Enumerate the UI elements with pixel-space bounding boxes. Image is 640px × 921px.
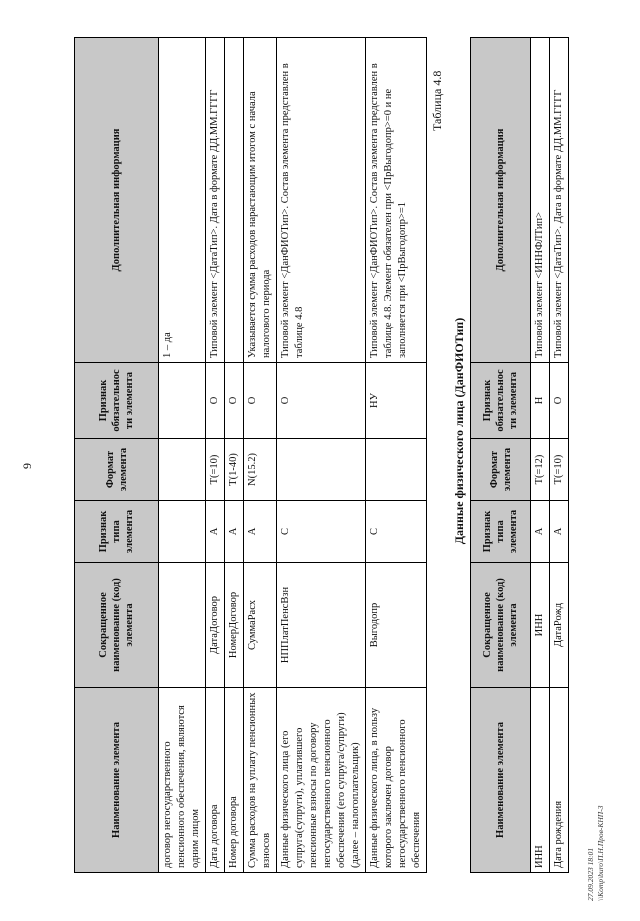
table-row — [244, 38, 277, 873]
cell-info: Типовой элемент <ДанФИОТип>. Состав элемента представлен в таблице 4.8 — [277, 38, 366, 363]
cell-code: ДатаДоговор — [206, 563, 225, 688]
cell-info: Типовой элемент <ДатаТип>. Дата в формате ДД.ММ.ГГГГ — [206, 38, 225, 363]
table-title: Данные физического лица (ДанФИОТип) — [452, 317, 466, 545]
cell-required: Н — [531, 363, 550, 439]
table-row — [366, 38, 427, 873]
table-4-8 — [470, 37, 569, 873]
cell-required: НУ — [366, 363, 427, 439]
cell-type: С — [277, 501, 366, 563]
cell-format — [366, 439, 427, 501]
table-row — [550, 38, 569, 873]
cell-info: Типовой элемент <ИННФЛТип> — [531, 38, 550, 363]
table-row — [225, 38, 244, 873]
cell-code: ДатаРожд — [550, 563, 569, 688]
cell-info: Типовой элемент <ДанФИОТип>. Состав элемента представлен в таблице 4.8. Элемент обязателен при <ПрВыгодопр>=0 и не заполняется при <ПрВыгодопр>=1 — [366, 38, 427, 363]
table-row — [206, 38, 225, 873]
cell-required: О — [206, 363, 225, 439]
cell-type — [159, 501, 206, 563]
cell-required: О — [225, 363, 244, 439]
col-header-info: Дополнительная информация — [471, 38, 531, 363]
col-header-info: Дополнительная информация — [75, 38, 159, 363]
cell-info: Указывается сумма расходов нарастающим итогом с начала налогового периода — [244, 38, 277, 363]
cell-code: НППлатПенсВзн — [277, 563, 366, 688]
cell-code — [159, 563, 206, 688]
cell-required: О — [550, 363, 569, 439]
cell-required: О — [277, 363, 366, 439]
cell-name: Данные физического лица (его супруга(супруги), уплатившего пенсионные взносы по договору негосударственного пенсионного обеспечения (его супруга/супруги) (далее – налогоплательщик) — [277, 688, 366, 873]
main-table — [74, 37, 427, 873]
cell-type: А — [244, 501, 277, 563]
table-caption: Таблица 4.8 — [430, 70, 444, 131]
col-header-format: Формат элемента — [75, 439, 159, 501]
col-header-required: Признак обязательности элемента — [75, 363, 159, 439]
table-row — [531, 38, 550, 873]
table-row — [159, 38, 206, 873]
footer-timestamp: 27.09.2023 18:01 — [586, 847, 595, 901]
cell-code: СуммаРасх — [244, 563, 277, 688]
cell-name: Номер договора — [225, 688, 244, 873]
cell-code: ИНН — [531, 563, 550, 688]
cell-info: 1 – да — [159, 38, 206, 363]
col-header-name: Наименование элемента — [75, 688, 159, 873]
table-row — [277, 38, 366, 873]
cell-type: А — [225, 501, 244, 563]
cell-name: договор негосударственного пенсионного обеспечения, являются одним лицом — [159, 688, 206, 873]
cell-format: T(=12) — [531, 439, 550, 501]
col-header-code: Сокращенное наименование (код) элемента — [75, 563, 159, 688]
cell-name: Сумма расходов на уплату пенсионных взносов — [244, 688, 277, 873]
col-header-type: Признак типа элемента — [471, 501, 531, 563]
cell-format — [159, 439, 206, 501]
cell-code: Выгодопр — [366, 563, 427, 688]
cell-type: А — [531, 501, 550, 563]
col-header-format: Формат элемента — [471, 439, 531, 501]
cell-name: ИНН — [531, 688, 550, 873]
footer-path: \\Komp\buro\П.Н.Пров-КНП-3 — [596, 805, 605, 901]
cell-format: N(15.2) — [244, 439, 277, 501]
cell-format: T(=10) — [206, 439, 225, 501]
col-header-code: Сокращенное наименование (код) элемента — [471, 563, 531, 688]
cell-format — [277, 439, 366, 501]
col-header-name: Наименование элемента — [471, 688, 531, 873]
cell-type: А — [550, 501, 569, 563]
cell-format: T(=10) — [550, 439, 569, 501]
cell-format: T(1-40) — [225, 439, 244, 501]
cell-type: С — [366, 501, 427, 563]
cell-info: Типовой элемент <ДатаТип>. Дата в формате ДД.ММ.ГГГГ — [550, 38, 569, 363]
cell-name: Дата рождения — [550, 688, 569, 873]
cell-required: О — [244, 363, 277, 439]
cell-code: НомерДоговор — [225, 563, 244, 688]
footer — [586, 681, 606, 901]
table-header-row — [75, 38, 159, 873]
col-header-required: Признак обязательности элемента — [471, 363, 531, 439]
cell-required — [159, 363, 206, 439]
col-header-type: Признак типа элемента — [75, 501, 159, 563]
cell-name: Дата договора — [206, 688, 225, 873]
cell-type: А — [206, 501, 225, 563]
page-number: 9 — [20, 463, 34, 469]
cell-info — [225, 38, 244, 363]
table-header-row — [471, 38, 531, 873]
cell-name: Данные физического лица, в пользу которого заключен договор негосударственного пенсионного обеспечения — [366, 688, 427, 873]
